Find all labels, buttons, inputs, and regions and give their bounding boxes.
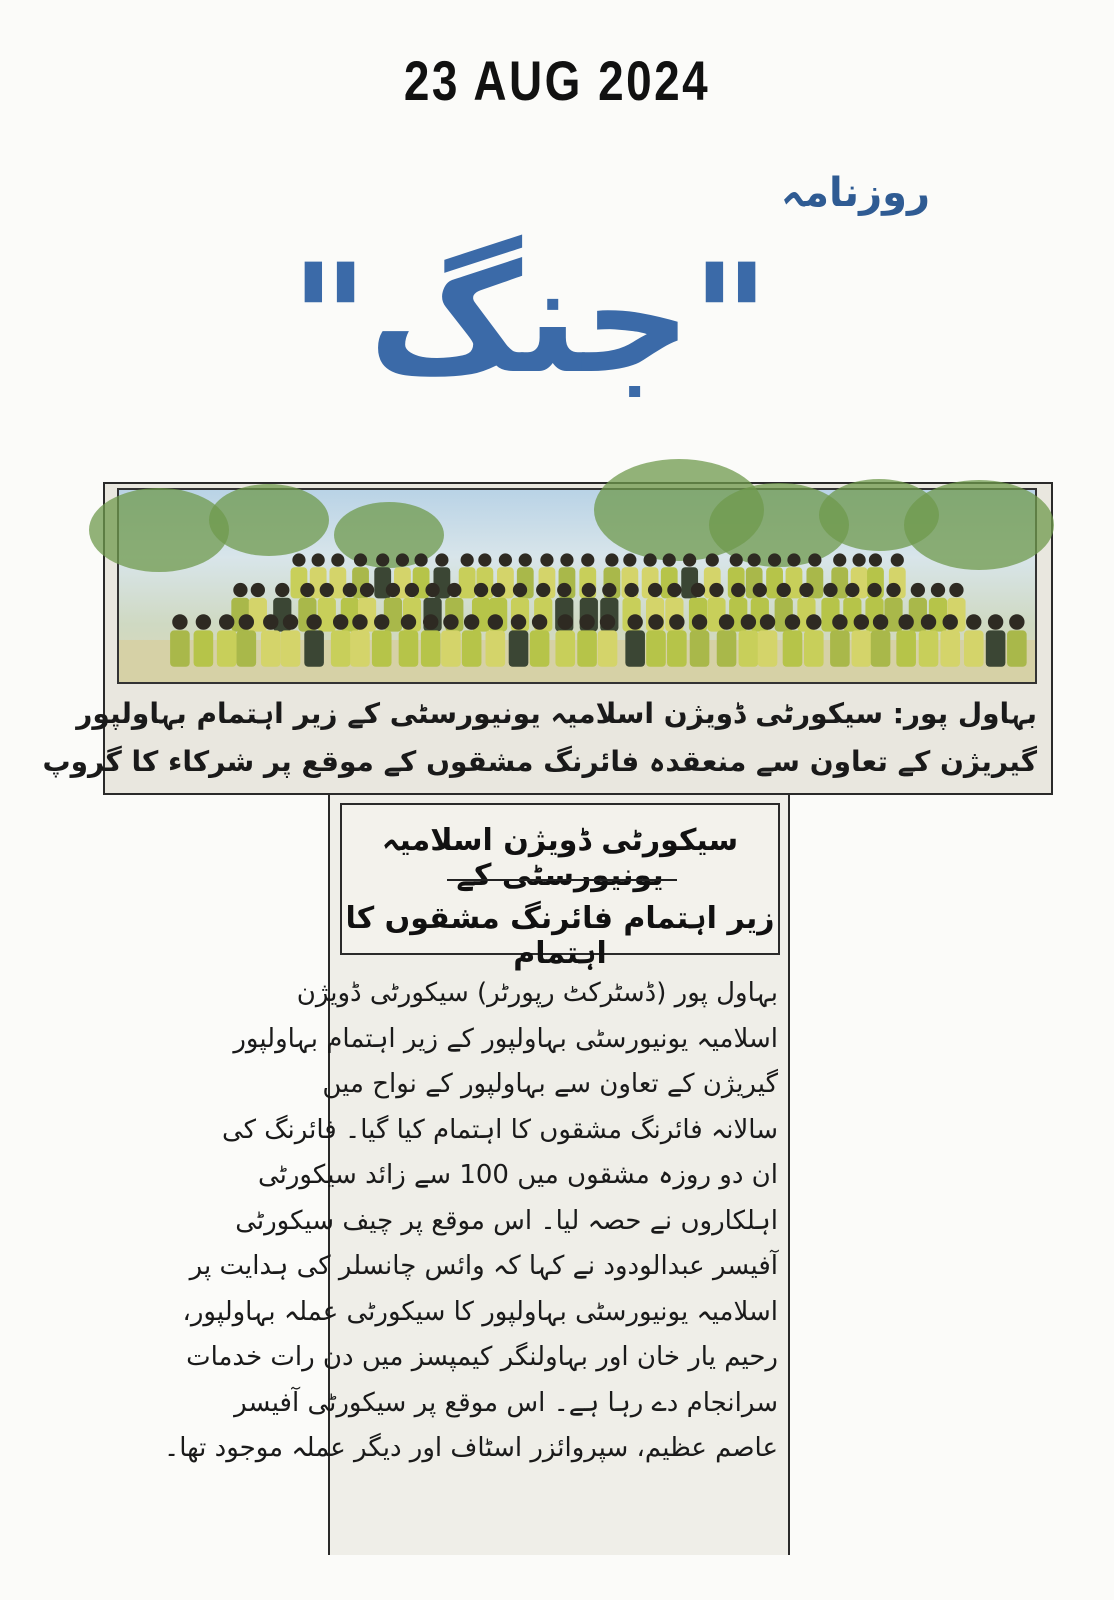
photo-person-body	[577, 630, 597, 666]
photo-person-head	[464, 614, 479, 629]
photo-person-head	[401, 614, 416, 629]
body-line: اہلکاروں نے حصہ لیا۔ اس موقع پر چیف سیکورٹی	[235, 1205, 778, 1236]
photo-person-body	[331, 630, 351, 666]
photo-person-body	[940, 630, 960, 666]
photo-person-head	[605, 553, 618, 566]
photo-person-head	[787, 553, 800, 566]
photo-person-head	[331, 553, 344, 566]
photo-person-head	[691, 583, 705, 597]
photo-person-body	[667, 630, 687, 666]
photo-person-head	[663, 553, 676, 566]
photo-person-head	[557, 583, 571, 597]
photo-person-body	[555, 630, 575, 666]
photo-person-head	[748, 553, 761, 566]
photo-person-head	[581, 553, 594, 566]
photo-person-head	[692, 614, 707, 629]
photo-person-head	[853, 553, 866, 566]
photo-person-head	[354, 553, 367, 566]
photo-person-head	[219, 614, 234, 629]
caption-line: بہاول پور: سیکورٹی ڈویژن اسلامیہ یونیورسٹی کے زیر اہتمام بہاولپور	[76, 697, 1037, 730]
photo-person-head	[768, 553, 781, 566]
photo-person-head	[777, 583, 791, 597]
photo-person-head	[785, 614, 800, 629]
headline-box	[340, 803, 780, 971]
photo-person-body	[646, 630, 666, 666]
photo-tree	[89, 488, 229, 572]
photo-person-head	[753, 583, 767, 597]
photo-person-head	[719, 614, 734, 629]
photo-person-head	[823, 583, 837, 597]
photo-person-body	[350, 630, 370, 666]
photo-person-body	[896, 630, 916, 666]
photo-person-head	[731, 583, 745, 597]
photo-person-head	[624, 583, 638, 597]
photo-person-head	[966, 614, 981, 629]
photo-person-body	[318, 598, 336, 632]
photo-person-body	[804, 630, 824, 666]
clipping-date: 23 AUG 2024	[403, 49, 711, 112]
photo-person-head	[263, 614, 278, 629]
photo-person-head	[886, 583, 900, 597]
photo-person-head	[300, 583, 314, 597]
photo-person-head	[806, 614, 821, 629]
photo-person-body	[830, 630, 850, 666]
photo-person-body	[399, 630, 419, 666]
photo-person-head	[833, 553, 846, 566]
photo-person-head	[845, 583, 859, 597]
photo-person-head	[239, 614, 254, 629]
photo-block	[42, 482, 1053, 795]
photo-person-head	[443, 614, 458, 629]
photo-person-body	[530, 630, 550, 666]
photo-person-body	[739, 630, 759, 666]
photo-person-head	[405, 583, 419, 597]
photo-person-body	[421, 630, 441, 666]
photo-person-head	[648, 614, 663, 629]
photo-person-head	[343, 583, 357, 597]
photo-person-head	[644, 553, 657, 566]
photo-caption	[42, 690, 1037, 786]
photo-person-body	[690, 630, 710, 666]
headline-line: زیر اہتمام فائرنگ مشقوں کا اہتمام	[345, 901, 775, 971]
body-line: آفیسر عبدالودود نے کہا کہ وائس چانسلر کی ہدایت پر	[189, 1251, 778, 1281]
news-article	[164, 795, 790, 1555]
photo-person-head	[582, 583, 596, 597]
photo-person-head	[423, 614, 438, 629]
photo-person-head	[196, 614, 211, 629]
photo-person-head	[488, 614, 503, 629]
photo-person-head	[275, 583, 289, 597]
photo-person-head	[333, 614, 348, 629]
photo-person-head	[447, 583, 461, 597]
photo-person-head	[532, 614, 547, 629]
headline-divider	[447, 879, 677, 881]
photo-person-head	[898, 614, 913, 629]
body-line: ان دو روزہ مشقوں میں 100 سے زائد سیکورٹی	[257, 1160, 778, 1190]
photo-person-body	[170, 630, 190, 666]
photo-tree	[904, 480, 1054, 570]
photo-person-head	[511, 614, 526, 629]
photo-person-head	[312, 553, 325, 566]
photo-person-head	[352, 614, 367, 629]
photo-tree	[209, 484, 329, 556]
photo-person-body	[919, 630, 939, 666]
photo-person-head	[396, 553, 409, 566]
caption-line: گیریژن کے تعاون سے منعقدہ فائرنگ مشقوں کے موقع پر شرکاء کا گروپ	[42, 745, 1037, 778]
photo-person-body	[459, 567, 476, 598]
photo-person-head	[1009, 614, 1024, 629]
photo-person-head	[943, 614, 958, 629]
photo-person-head	[360, 583, 374, 597]
article-body	[164, 971, 778, 1472]
photo-person-head	[374, 614, 389, 629]
photo-person-head	[558, 614, 573, 629]
photo-person-body	[372, 630, 392, 666]
photo-person-body	[598, 630, 618, 666]
body-line: سالانہ فائرنگ مشقوں کا اہتمام کیا گیا۔ فائرنگ کی	[221, 1114, 778, 1145]
group-photo-illustration	[119, 490, 1035, 682]
photo-person-head	[741, 614, 756, 629]
photo-person-head	[474, 583, 488, 597]
photo-person-body	[758, 630, 778, 666]
photo-person-head	[683, 553, 696, 566]
photo-person-head	[667, 583, 681, 597]
photo-person-body	[717, 630, 737, 666]
photo-person-body	[783, 630, 803, 666]
photo-person-head	[540, 553, 553, 566]
photo-person-body	[217, 630, 237, 666]
group-photo	[117, 488, 1037, 684]
photo-person-head	[869, 553, 882, 566]
photo-person-body	[194, 630, 214, 666]
photo-person-head	[172, 614, 187, 629]
photo-person-head	[706, 553, 719, 566]
photo-person-head	[602, 583, 616, 597]
photo-person-head	[832, 614, 847, 629]
photo-person-head	[648, 583, 662, 597]
photo-person-body	[884, 598, 902, 632]
photo-person-head	[414, 553, 427, 566]
photo-person-body	[625, 630, 645, 666]
photo-person-head	[867, 583, 881, 597]
photo-person-body	[441, 630, 461, 666]
photo-person-head	[536, 583, 550, 597]
photo-person-head	[799, 583, 813, 597]
photo-person-head	[669, 614, 684, 629]
photo-person-head	[435, 553, 448, 566]
photo-person-body	[304, 630, 324, 666]
photo-person-body	[964, 630, 984, 666]
photo-person-head	[760, 614, 775, 629]
body-line: عاصم عظیم، سپروائزر اسٹاف اور دیگر عملہ موجود تھا۔	[164, 1433, 778, 1463]
body-line: گیریژن کے تعاون سے بہاولپور کے نواح میں	[322, 1069, 778, 1099]
photo-person-body	[462, 630, 482, 666]
photo-person-head	[519, 553, 532, 566]
photo-person-head	[320, 583, 334, 597]
masthead-jang: "جنگ"	[290, 233, 770, 407]
photo-person-head	[808, 553, 821, 566]
photo-person-head	[513, 583, 527, 597]
photo-person-body	[1007, 630, 1027, 666]
photo-person-head	[306, 614, 321, 629]
photo-person-head	[873, 614, 888, 629]
headline-line: سیکورٹی ڈویژن اسلامیہ یونیورسٹی کے	[381, 823, 739, 893]
body-line: اسلامیہ یونیورسٹی بہاولپور کے زیر اہتمام بہاولپور	[233, 1023, 778, 1054]
photo-person-head	[425, 583, 439, 597]
photo-person-head	[233, 583, 247, 597]
photo-person-body	[509, 630, 529, 666]
photo-person-body	[281, 630, 301, 666]
photo-person-head	[292, 553, 305, 566]
photo-person-head	[949, 583, 963, 597]
photo-person-head	[251, 583, 265, 597]
masthead-roznama: روزنامہ	[780, 170, 930, 216]
body-line: رحیم یار خان اور بہاولنگر کیمپسز میں دن رات خدمات	[186, 1342, 778, 1372]
photo-person-head	[709, 583, 723, 597]
photo-person-head	[854, 614, 869, 629]
photo-person-head	[491, 583, 505, 597]
photo-person-head	[478, 553, 491, 566]
photo-person-head	[283, 614, 298, 629]
photo-person-head	[579, 614, 594, 629]
photo-person-head	[730, 553, 743, 566]
body-line: بہاول پور (ڈسٹرکٹ رپورٹر) سیکورٹی ڈویژن	[296, 978, 778, 1008]
photo-person-head	[921, 614, 936, 629]
photo-person-head	[891, 553, 904, 566]
photo-person-body	[986, 630, 1006, 666]
photo-person-body	[237, 630, 257, 666]
photo-person-head	[461, 553, 474, 566]
photo-person-head	[988, 614, 1003, 629]
photo-person-head	[911, 583, 925, 597]
photo-person-body	[486, 630, 506, 666]
body-line: اسلامیہ یونیورسٹی بہاولپور کا سیکورٹی عملہ بہاولپور،	[182, 1296, 778, 1327]
photo-person-head	[560, 553, 573, 566]
photo-person-head	[386, 583, 400, 597]
photo-person-body	[871, 630, 891, 666]
photo-person-head	[623, 553, 636, 566]
photo-person-head	[600, 614, 615, 629]
photo-person-head	[376, 553, 389, 566]
photo-person-body	[852, 630, 872, 666]
photo-person-head	[499, 553, 512, 566]
photo-person-head	[931, 583, 945, 597]
photo-person-head	[627, 614, 642, 629]
body-line: سرانجام دے رہا ہے۔ اس موقع پر سیکورٹی آفیسر	[234, 1387, 778, 1418]
photo-person-body	[261, 630, 281, 666]
newspaper-masthead	[270, 150, 930, 420]
